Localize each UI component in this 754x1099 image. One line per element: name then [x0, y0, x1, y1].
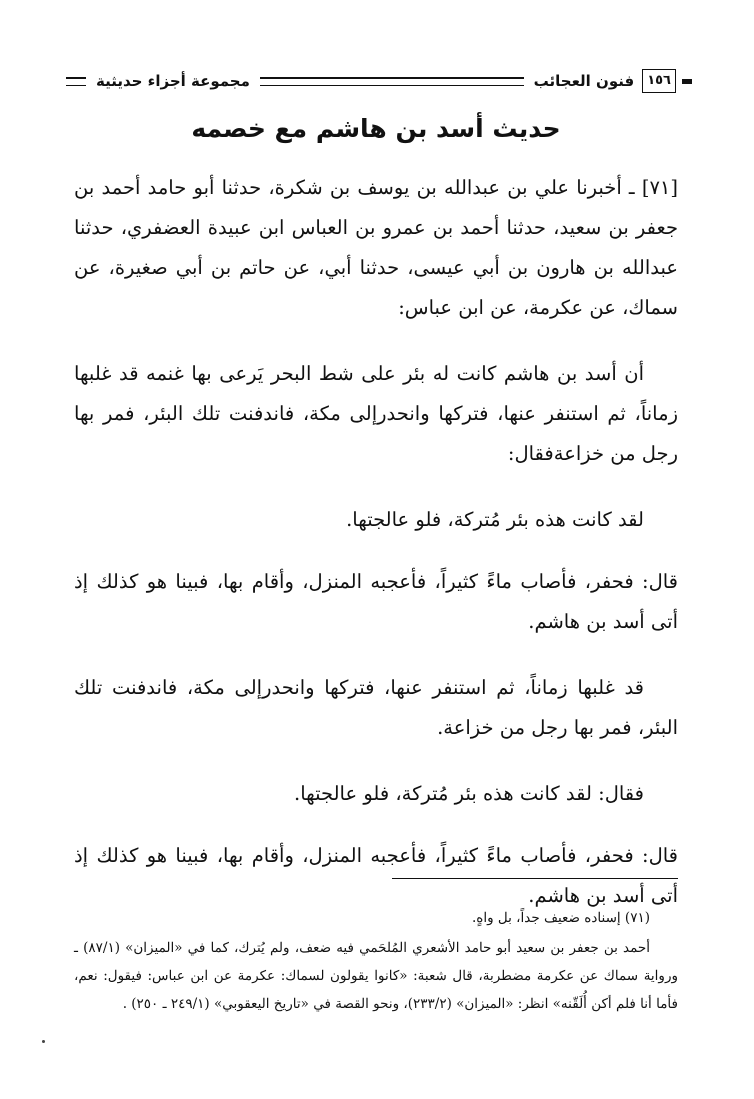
header-rule: [260, 77, 524, 86]
footnote-71: (٧١) إسناده ضعيف جداً، بل واهٍ.: [471, 910, 650, 926]
page-number: ١٥٦: [642, 69, 676, 93]
paragraph-dig: قال: فحفر، فأصاب ماءً كثيراً، فأعجبه المنزل، وأقام بها، فبينا هو كذلك إذ أتى أسد بن هاشم.: [74, 570, 678, 633]
paragraph-story: أن أسد بن هاشم كانت له بئر على شط البحر يَرعى بها غنمه قد غلبها زماناً، ثم استنفر عنها، فتركها وانحدرإلى مكة، فاندفنت تلك البئر، فمر بها رجل من خزاعةفقال:: [74, 362, 678, 465]
margin-mark: [42, 1040, 45, 1043]
paragraph-isnad: [٧١] ـ أخبرنا علي بن عبدالله بن يوسف بن شكرة، حدثنا أبو حامد أحمد بن جعفر بن سعيد، حدثنا أحمد بن عمرو بن العباس ابن عبيدة العضفري، حدثنا عبدالله بن هارون بن أبي عيسى، حدثنا أبي، عن حاتم بن أبي صغيرة، عن سماك، عن عكرمة، عن ابن عباس:: [74, 176, 678, 319]
paragraph-quote: لقد كانت هذه بئر مُتركة، فلو عالجتها.: [346, 508, 644, 531]
paragraph-dig-2: قال: فحفر، فأصاب ماءً كثيراً، فأعجبه المنزل، وأقام بها، فبينا هو كذلك إذ أتى أسد بن هاشم.: [74, 844, 678, 907]
header-rule-end: [682, 79, 692, 84]
text-end-rule: [392, 878, 678, 879]
section-title: حديث أسد بن هاشم مع خصمه: [191, 114, 561, 143]
main-text: [74, 168, 678, 942]
paragraph-repeat: قد غلبها زماناً، ثم استنفر عنها، فتركها وانحدرإلى مكة، فاندفنت تلك البئر، فمر بها رجل من خزاعة.: [74, 676, 678, 739]
paragraph-quote-2: فقال: لقد كانت هذه بئر مُتركة، فلو عالجتها.: [294, 782, 644, 805]
footnotes: [74, 904, 678, 1020]
book-title: فنون العجائب: [533, 72, 635, 90]
header-rule-left: [66, 77, 86, 86]
running-header: [60, 64, 692, 98]
series-title: مجموعة أجزاء حديثية: [96, 72, 250, 90]
footnote-71-body: أحمد بن جعفر بن سعيد أبو حامد الأشعري المُلحَمي فيه ضعف، ولم يُترك، كما في «الميزان» (٨٧/١) ـ ورواية سماك عن عكرمة مضطربة، قال شعبة: «كانوا يقولون لسماك: عكرمة عن ابن عباس: فيقول: نعم، فأما أنا فلم أكن أُلَقّنه» انظر: «الميزان» (٢٣٣/٢)، ونحو القصة في «تاريخ اليعقوبي» (٢٤٩/١ ـ ٢٥٠) .: [74, 940, 678, 1012]
